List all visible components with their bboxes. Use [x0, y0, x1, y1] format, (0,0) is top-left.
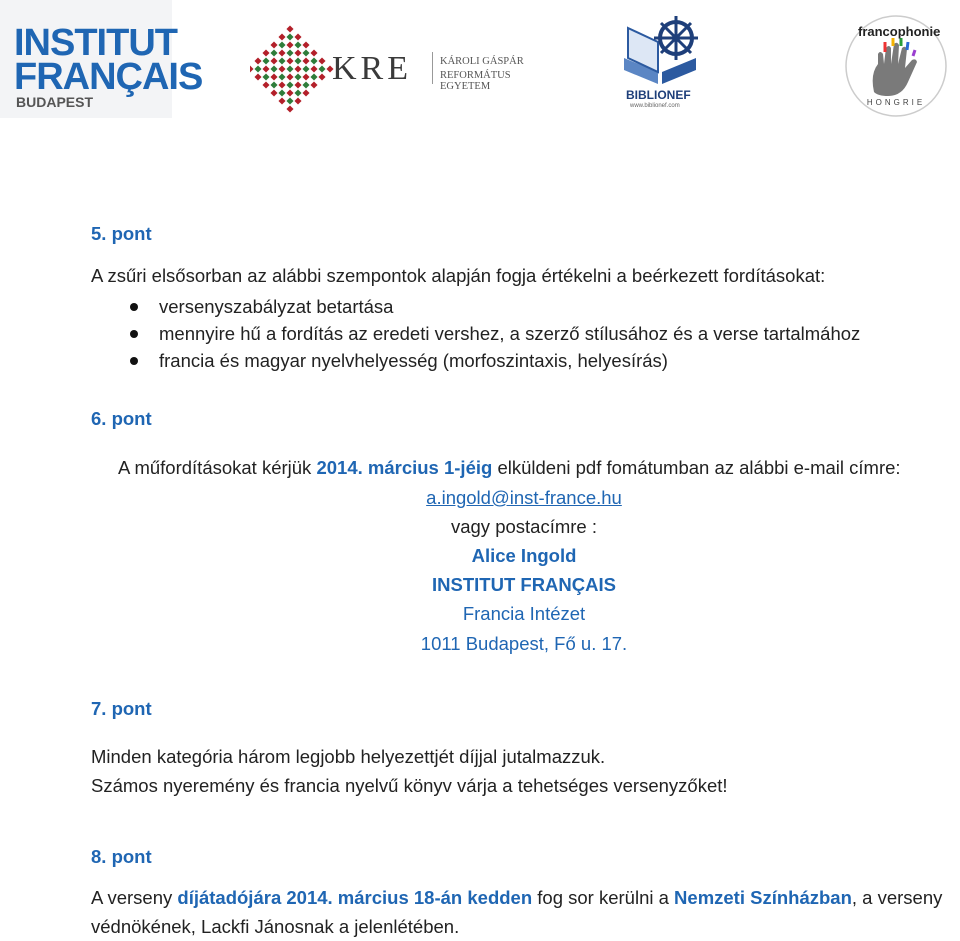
section-6-text-before: A műfordításokat kérjük [118, 457, 317, 478]
venue: Nemzeti Színházban [674, 887, 852, 908]
biblionef-name: BIBLIONEF [626, 88, 691, 102]
section-8-p2: fog sor kerülni a [532, 887, 675, 908]
kre-divider [432, 52, 433, 84]
or-post: vagy postacímre : [450, 516, 597, 537]
criteria-item: francia és magyar nyelvhelyesség (morfoszintaxis, helyesírás) [130, 347, 860, 374]
section-7-heading: 7. pont [91, 698, 152, 719]
kre-mark: KRE [332, 50, 412, 87]
criteria-list [130, 293, 860, 374]
biblionef-logo [618, 14, 702, 114]
section-6-text-after: elküldeni pdf fomátumban az alábbi e-mail címre: [492, 457, 901, 478]
criteria-item: versenyszabályzat betartása [130, 293, 860, 320]
institution-name: INSTITUT FRANÇAIS [432, 574, 616, 595]
section-5-heading: 5. pont [91, 223, 152, 244]
section-6-line [118, 457, 901, 479]
logo-institut-line1: INSTITUT [14, 22, 177, 64]
kre-line2: REFORMÁTUS EGYETEM [440, 70, 511, 92]
logo-institut-line2: FRANÇAIS [14, 56, 203, 98]
section-5-intro: A zsűri elsősorban az alábbi szempontok alapján fogja értékelni a beérkezett fordításokat: [91, 265, 826, 286]
postal-address: 1011 Budapest, Fő u. 17. [420, 633, 628, 654]
section-8-p3: , a verseny [851, 887, 943, 908]
kre-line1: KÁROLI GÁSPÁR [440, 56, 524, 67]
kre-logo [250, 14, 530, 124]
francophonie-logo [844, 14, 948, 118]
criteria-item: mennyire hű a fordítás az eredeti vershez, a szerző stílusához és a verse tartalmához [130, 320, 860, 347]
award-date: díjátadójára 2014. március 18-án kedden [177, 887, 533, 908]
email-link[interactable]: a.ingold@inst-france.hu [426, 487, 622, 508]
section-6-heading: 6. pont [91, 408, 152, 429]
institution-hu: Francia Intézet [462, 603, 586, 624]
section-7-line1: Minden kategória három legjobb helyezettjét díjjal jutalmazzuk. [91, 746, 606, 767]
institut-francais-logo [0, 0, 203, 118]
francophonie-country: HONGRIE [866, 98, 926, 107]
deadline: 2014. március 1-jéig [316, 457, 493, 478]
logo-institut-line3: BUDAPEST [16, 94, 94, 110]
section-7-line2: Számos nyeremény és francia nyelvű könyv várja a tehetséges versenyzőket! [91, 775, 728, 796]
recipient-name: Alice Ingold [471, 545, 577, 566]
section-8-p1: A verseny [91, 887, 178, 908]
section-8-line2: védnökének, Lackfi Jánosnak a jelenlétében. [91, 916, 460, 937]
section-8-heading: 8. pont [91, 846, 152, 867]
biblionef-url: www.biblionef.com [630, 103, 680, 109]
francophonie-name: francophonie [858, 24, 941, 39]
email-row [0, 487, 960, 509]
book-wheel-icon [618, 14, 702, 90]
section-8-line1 [91, 887, 942, 909]
